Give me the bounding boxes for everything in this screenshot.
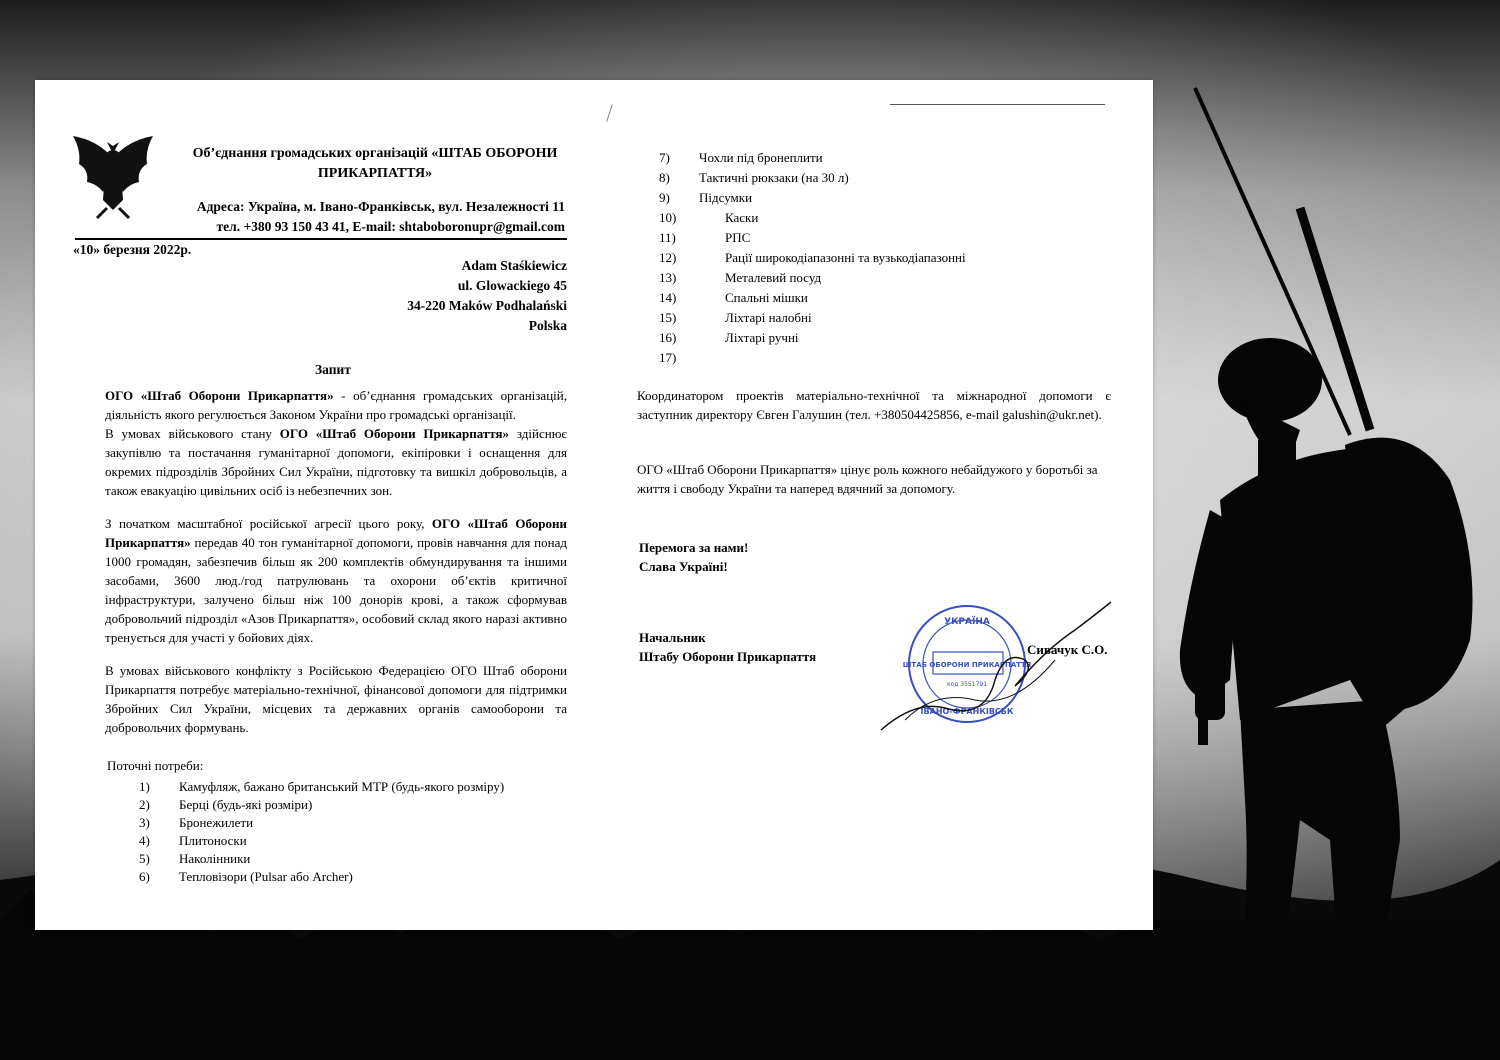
list-item <box>659 228 1129 248</box>
paragraph-achievements-text: передав 40 тон гуманітарної допомоги, провів навчання для понад 1000 громадян, забезпечив більш як 200 комплектів обмундирування та іншими засобами, 3600 люд./год патрулювань та охорони об’єктів критичної інфраструктури, залучено більш ніж 100 донорів крові, а також сформував добровольчий підрозділ «Азов Прикарпаття», особовий склад якого наразі активно тренується для участі у бойових діях. <box>105 535 567 645</box>
needs-list-left <box>139 778 559 886</box>
list-number: 11) <box>659 230 676 245</box>
organization-name <box>185 144 565 184</box>
list-text: РПС <box>725 230 751 245</box>
list-number: 14) <box>659 290 677 305</box>
paragraph-intro <box>105 386 567 500</box>
recipient-block <box>395 256 567 336</box>
list-text: Камуфляж, бажано британський МТР (будь-якого розміру) <box>179 779 505 794</box>
seal-center-text: ШТАБ ОБОРОНИ ПРИКАРПАТТЯ <box>902 661 1032 669</box>
list-item <box>659 328 1129 348</box>
list-text: Спальні мішки <box>725 290 808 305</box>
list-item <box>659 348 1129 368</box>
paragraph-activity-text: здійснює закупівлю та постачання гуманітарної допомоги, екіпіровки і оснащення для окремих підрозділів Збройних Сил України, підготовку та вишкіл добровольців, а також евакуацію цивільних осіб із небезпечних зон. <box>105 426 567 498</box>
seal-code-text: код 3551791 <box>946 681 988 688</box>
contacts-line: тел. +380 93 150 43 41, E-mail: shtaboboronupr@gmail.com <box>216 219 565 234</box>
list-number: 7) <box>659 150 670 165</box>
recipient-country: Polska <box>528 318 567 333</box>
list-item <box>659 248 1129 268</box>
seal-bottom-text: ІВАНО-ФРАНКІВСЬК <box>920 707 1014 716</box>
org-name-line2: ПРИКАРПАТТЯ» <box>317 166 433 181</box>
list-item <box>139 796 559 814</box>
chief-title-line2: Штабу Оборони Прикарпаття <box>639 649 817 664</box>
scan-mark <box>606 104 613 121</box>
org-name-line1: Об’єднання громадських організацій «ШТАБ ОБОРОНИ <box>192 146 558 161</box>
list-item <box>139 850 559 868</box>
chief-title-line1: Начальник <box>639 630 706 645</box>
list-text: Тепловізори (Pulsar або Archer) <box>179 869 353 884</box>
official-seal-stamp <box>875 590 1115 740</box>
list-number: 5) <box>139 851 150 866</box>
letter-document <box>35 80 1153 930</box>
list-text: Тактичні рюкзаки (на 30 л) <box>699 170 849 185</box>
list-number: 3) <box>139 815 150 830</box>
list-number: 1) <box>139 779 150 794</box>
list-number: 2) <box>139 797 150 812</box>
list-text: Наколінники <box>179 851 251 866</box>
list-text: Ліхтарі ручні <box>725 330 799 345</box>
list-text: Плитоноски <box>179 833 247 848</box>
letter-body <box>105 386 567 751</box>
list-item <box>659 308 1129 328</box>
coordinator-paragraph: Координатором проектів матеріально-технічної та міжнародної допомоги є заступник директору Євген Галушин (тел. +380504425856, e-mail galushin@ukr.net). <box>637 388 1111 422</box>
list-item <box>659 188 1129 208</box>
list-item <box>659 148 1129 168</box>
paragraph-activity-pre: В умовах військового стану <box>105 426 280 441</box>
list-number: 9) <box>659 190 670 205</box>
org-name-bold: ОГО «Штаб Оборони Прикарпаття» <box>105 388 334 403</box>
list-item <box>659 168 1129 188</box>
letter-date: «10» березня 2022р. <box>73 242 192 257</box>
org-name-bold: ОГО «Штаб Оборони Прикарпаття» <box>105 516 567 550</box>
list-number: 8) <box>659 170 670 185</box>
paragraph-achievements-pre: З початком масштабної російської агресії цього року, <box>105 516 432 531</box>
list-text: Підсумки <box>699 190 753 205</box>
list-number: 16) <box>659 330 677 345</box>
eagle-logo-icon <box>67 130 159 222</box>
needs-title: Поточні потреби: <box>107 758 204 773</box>
slogan-victory: Перемога за нами! <box>639 540 749 555</box>
organization-address <box>185 197 565 237</box>
list-item <box>139 832 559 850</box>
header-divider <box>75 238 567 240</box>
recipient-city: 34-220 Maków Podhalański <box>407 298 567 313</box>
list-text: Бронежилети <box>179 815 254 830</box>
recipient-street: ul. Glowackiego 45 <box>457 278 567 293</box>
list-text: Берці (будь-які розміри) <box>179 797 313 812</box>
list-item <box>139 868 559 886</box>
list-text: Металевий посуд <box>725 270 822 285</box>
scan-line <box>890 104 1105 105</box>
list-number: 6) <box>139 869 150 884</box>
list-number: 10) <box>659 210 677 225</box>
list-number: 15) <box>659 310 677 325</box>
list-number: 4) <box>139 833 150 848</box>
list-number: 13) <box>659 270 677 285</box>
paragraph-request: В умовах військового конфлікту з Російською Федерацією ОГО Штаб оборони Прикарпаття потребує матеріально-технічної, фінансової допомоги для підтримки Збройних Сил України, місцевих та державних органів самооборони та добровольчих формувань. <box>105 663 567 735</box>
slogan-block <box>639 538 748 576</box>
list-text: Рації широкодіапазонні та вузькодіапазонні <box>725 250 966 265</box>
thanks-paragraph: ОГО «Штаб Оборони Прикарпаття» цінує роль кожного небайдужого у боротьбі за життя і свободу України та наперед вдячний за допомогу. <box>637 462 1098 496</box>
list-number: 12) <box>659 250 677 265</box>
paragraph-achievements <box>105 514 567 647</box>
needs-list-right <box>659 148 1129 368</box>
slogan-glory: Слава Україні! <box>639 559 728 574</box>
paragraph-intro-text: - об’єднання громадських організацій, діяльність якого регулюється Законом України про громадські організації. <box>105 388 567 422</box>
signer-name: Сивачук С.О. <box>1027 642 1108 657</box>
list-item <box>139 778 559 796</box>
list-text: Чохли під бронеплити <box>699 150 823 165</box>
seal-top-text: УКРАЇНА <box>944 617 990 627</box>
chief-title <box>639 628 816 666</box>
list-item <box>659 268 1129 288</box>
list-item <box>139 814 559 832</box>
list-text: Ліхтарі налобні <box>725 310 812 325</box>
org-name-bold: ОГО «Штаб Оборони Прикарпаття» <box>279 426 510 441</box>
list-item <box>659 288 1129 308</box>
list-text: Каски <box>725 210 759 225</box>
recipient-name: Adam Staśkiewicz <box>461 258 567 273</box>
list-number: 17) <box>659 350 677 365</box>
address-line: Адреса: Україна, м. Івано-Франківськ, вул. Незалежності 11 <box>196 199 565 214</box>
letter-title: Запит <box>315 362 351 377</box>
list-item <box>659 208 1129 228</box>
